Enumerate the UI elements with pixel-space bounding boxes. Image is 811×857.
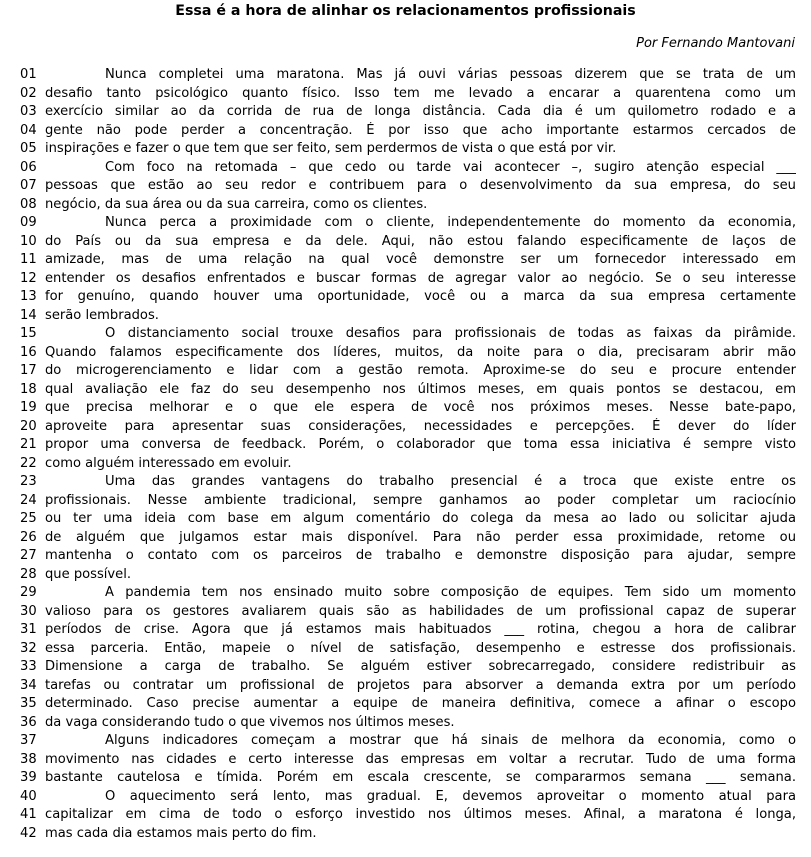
text-line — [0, 270, 811, 289]
text-line — [0, 418, 811, 437]
line-number: 08 — [20, 196, 37, 212]
text-line — [0, 307, 811, 326]
text-line — [0, 214, 811, 233]
text-line — [0, 529, 811, 548]
line-text: serão lembrados. — [45, 307, 159, 323]
line-number: 01 — [20, 67, 37, 82]
line-text: bastante cautelosa e tímida. Porém em escala crescente, se compararmos semana ___ semana. — [45, 770, 796, 785]
text-line — [0, 362, 811, 381]
text-line — [0, 788, 811, 807]
line-number: 04 — [20, 122, 37, 138]
line-text: Uma das grandes vantagens do trabalho presencial é a troca que existe entre os — [105, 474, 796, 489]
line-text: como alguém interessado em evoluir. — [45, 455, 292, 471]
line-text: Dimensione a carga de trabalho. Se alguém estiver sobrecarregado, considere redistribuir as — [45, 659, 796, 674]
line-text: exercício similar ao da corrida de rua de longa distância. Cada dia é um quilometro rodado e a — [45, 104, 796, 119]
line-number: 26 — [20, 529, 37, 545]
line-text: Nunca completei uma maratona. Mas já ouvi várias pessoas dizerem que se trata de um — [105, 67, 796, 82]
line-number: 17 — [20, 363, 37, 378]
line-text: mas cada dia estamos mais perto do fim. — [45, 825, 317, 841]
line-number: 12 — [20, 270, 37, 286]
line-number: 28 — [20, 566, 37, 582]
line-text: da vaga considerando tudo o que vivemos nos últimos meses. — [45, 714, 455, 730]
text-line — [0, 381, 811, 400]
text-line — [0, 732, 811, 751]
line-number: 15 — [20, 326, 37, 341]
line-number: 18 — [20, 381, 37, 397]
line-number: 36 — [20, 714, 37, 730]
text-line — [0, 85, 811, 104]
line-text: períodos de crise. Agora que já estamos mais habituados ___ rotina, chegou a hora de calibrar — [45, 622, 796, 637]
line-number: 07 — [20, 178, 37, 193]
article-body — [0, 66, 811, 843]
line-number: 19 — [20, 400, 37, 415]
text-line — [0, 103, 811, 122]
line-number: 11 — [20, 252, 37, 267]
line-text: Com foco na retomada – que cedo ou tarde vai acontecer –, sugiro atenção especial ___ — [105, 159, 796, 175]
line-text: amizade, mas de uma relação na qual você demonstre ser um fornecedor interessado em — [45, 252, 796, 267]
text-line — [0, 658, 811, 677]
line-text: movimento nas cidades e certo interesse das empresas em voltar a recrutar. Tudo de uma forma — [45, 751, 796, 767]
text-line — [0, 344, 811, 363]
line-text: Nunca perca a proximidade com o cliente, independentemente do momento da economia, — [105, 215, 796, 230]
line-number: 02 — [20, 85, 37, 101]
line-number: 09 — [20, 215, 37, 230]
line-text: for genuíno, quando houver uma oportunidade, você ou a marca da sua empresa certamente — [45, 289, 796, 304]
text-line — [0, 566, 811, 585]
line-text: A pandemia tem nos ensinado muito sobre composição de equipes. Tem sido um momento — [105, 585, 796, 600]
line-number: 41 — [20, 807, 37, 822]
text-line — [0, 325, 811, 344]
text-line — [0, 510, 811, 529]
line-number: 24 — [20, 492, 37, 508]
line-text: gente não pode perder a concentração. É por isso que acho importante estarmos cercados de — [45, 122, 796, 138]
line-text: valioso para os gestores avaliarem quais são as habilidades de um profissional capaz de superar — [45, 603, 796, 619]
text-line — [0, 288, 811, 307]
line-number: 31 — [20, 622, 37, 637]
line-text: entender os desafios enfrentados e buscar formas de agregar valor ao negócio. Se o seu interesse — [45, 270, 796, 286]
text-line — [0, 825, 811, 844]
line-text: do País ou da sua empresa e da dele. Aqui, não estou falando especificamente de laços de — [45, 233, 796, 249]
article-title: Essa é a hora de alinhar os relacionamentos profissionais — [175, 3, 636, 19]
line-number: 10 — [20, 233, 37, 249]
line-text: do microgerenciamento e lidar com a gestão remota. Aproxime-se do seu e procure entender — [45, 363, 796, 378]
line-text: Quando falamos especificamente dos líderes, muitos, da noite para o dia, precisaram abrir mão — [45, 344, 796, 360]
line-number: 14 — [20, 307, 37, 323]
line-text: O aquecimento será lento, mas gradual. E, devemos aproveitar o momento atual para — [105, 788, 796, 804]
text-line — [0, 159, 811, 178]
line-text: determinado. Caso precise aumentar a equipe de maneira definitiva, comece a afinar o escopo — [45, 696, 796, 711]
line-number: 13 — [20, 289, 37, 304]
line-number: 20 — [20, 418, 37, 434]
text-line — [0, 584, 811, 603]
line-text: essa parceria. Então, mapeie o nível de satisfação, desempenho e estresse dos profissionais. — [45, 640, 796, 656]
line-text: capitalizar em cima de todo o esforço investido nos últimos meses. Afinal, a maratona é longa, — [45, 807, 796, 822]
line-text: ou ter uma ideia com base em algum comentário do colega da mesa ao lado ou solicitar ajuda — [45, 511, 796, 526]
line-text: inspirações e fazer o que tem que ser feito, sem perdermos de vista o que está por vir. — [45, 141, 617, 156]
line-text: propor uma conversa de feedback. Porém, o colaborador que toma essa iniciativa é sempre visto — [45, 437, 796, 452]
line-number: 06 — [20, 159, 37, 175]
line-text: que possível. — [45, 566, 132, 582]
line-number: 27 — [20, 548, 37, 563]
line-number: 37 — [20, 733, 37, 748]
line-text: de alguém que julgamos estar mais disponível. Para não perder essa proximidade, retome ou — [45, 529, 796, 545]
text-line — [0, 714, 811, 733]
line-number: 16 — [20, 344, 37, 360]
line-number: 38 — [20, 751, 37, 767]
line-text: aproveite para apresentar suas considerações, necessidades e percepções. É dever do líder — [45, 418, 796, 434]
text-line — [0, 251, 811, 270]
text-line — [0, 492, 811, 511]
line-number: 21 — [20, 437, 37, 452]
text-line — [0, 233, 811, 252]
line-text: pessoas que estão ao seu redor e contribuem para o desenvolvimento da sua empresa, do seu — [45, 178, 796, 193]
line-number: 23 — [20, 474, 37, 489]
line-number: 39 — [20, 770, 37, 785]
line-text: Alguns indicadores começam a mostrar que há sinais de melhora da economia, como o — [105, 733, 796, 748]
text-line — [0, 640, 811, 659]
line-text: qual avaliação ele faz do seu desempenho nos últimos meses, em quais pontos se destacou, em — [45, 381, 796, 397]
line-number: 25 — [20, 511, 37, 526]
text-line — [0, 751, 811, 770]
text-line — [0, 177, 811, 196]
line-text: negócio, da sua área ou da sua carreira, como os clientes. — [45, 196, 428, 212]
text-line — [0, 603, 811, 622]
text-line — [0, 677, 811, 696]
text-line — [0, 695, 811, 714]
text-line — [0, 399, 811, 418]
text-line — [0, 621, 811, 640]
text-line — [0, 436, 811, 455]
line-text: desafio tanto psicológico quanto físico. Isso tem me levado a encarar a quarentena como um — [45, 85, 796, 101]
text-line — [0, 473, 811, 492]
text-line — [0, 455, 811, 474]
line-number: 42 — [20, 825, 37, 841]
line-number: 40 — [20, 788, 37, 804]
line-number: 29 — [20, 585, 37, 600]
line-number: 35 — [20, 696, 37, 711]
text-line — [0, 547, 811, 566]
line-number: 30 — [20, 603, 37, 619]
article-author: Por Fernando Mantovani — [636, 36, 795, 51]
text-line — [0, 769, 811, 788]
line-number: 34 — [20, 677, 37, 693]
line-text: profissionais. Nesse ambiente tradicional, sempre ganhamos ao poder completar um raciocínio — [45, 492, 796, 508]
text-line — [0, 806, 811, 825]
line-number: 33 — [20, 659, 37, 674]
line-number: 05 — [20, 141, 37, 156]
line-text: tarefas ou contratar um profissional de projetos para absorver a demanda extra por um período — [45, 677, 796, 693]
text-line — [0, 122, 811, 141]
text-line — [0, 66, 811, 85]
line-text: O distanciamento social trouxe desafios para profissionais de todas as faixas da pirâmide. — [105, 326, 796, 341]
line-text: mantenha o contato com os parceiros de trabalho e demonstre disposição para ajudar, sempre — [45, 548, 796, 563]
line-number: 32 — [20, 640, 37, 656]
text-line — [0, 196, 811, 215]
line-text: que precisa melhorar e o que ele espera de você nos próximos meses. Nesse bate-papo, — [45, 400, 796, 415]
text-line — [0, 140, 811, 159]
line-number: 03 — [20, 104, 37, 119]
line-number: 22 — [20, 455, 37, 471]
